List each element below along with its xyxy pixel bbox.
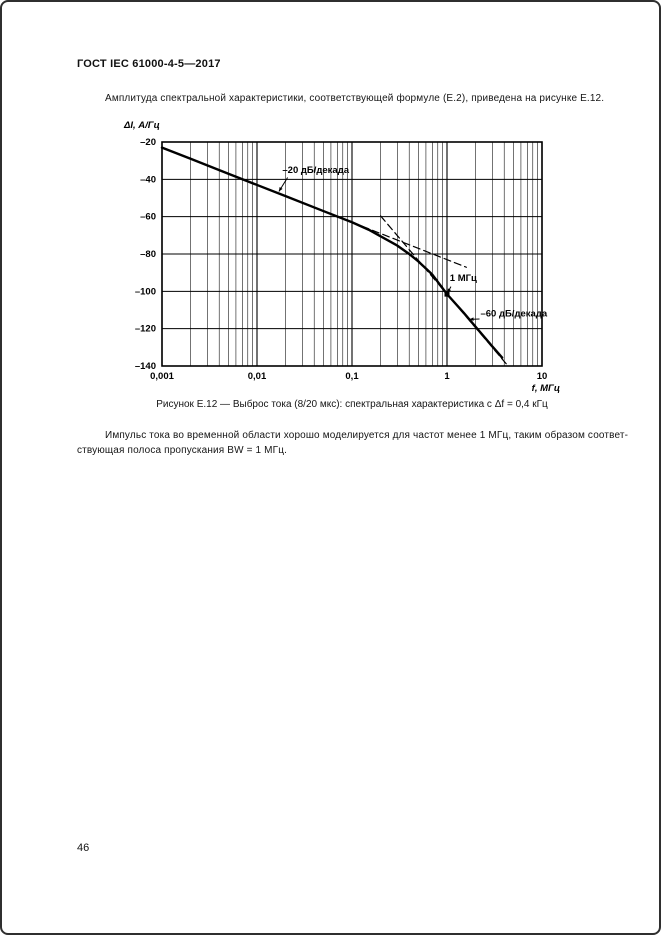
y-tick-label: –120	[134, 323, 156, 335]
chart-annotation: –20 дБ/декада	[282, 164, 350, 176]
chart-axis-labels	[123, 120, 560, 394]
chart-grid	[162, 142, 542, 366]
x-tick-label: 1	[444, 371, 450, 382]
y-tick-label: –60	[140, 211, 156, 223]
y-tick-label: –100	[134, 286, 156, 298]
y-tick-label: –40	[140, 174, 156, 186]
y-axis-title: ΔI, А/Гц	[124, 120, 160, 131]
document-header: ГОСТ IEC 61000-4-5—2017	[77, 58, 221, 70]
y-tick-label: –20	[140, 137, 156, 148]
y-tick-label: –80	[140, 249, 156, 260]
paragraph-note	[77, 429, 628, 458]
page-number: 46	[77, 842, 90, 854]
figure-e12-spectral-chart	[122, 116, 562, 406]
x-tick-label: 10	[536, 371, 548, 382]
chart-annotation: 1 МГц	[449, 273, 477, 285]
x-tick-label: 0,001	[150, 371, 174, 382]
x-axis-title: f, МГц	[531, 383, 560, 394]
paragraph-note-line2: ствующая полоса пропускания BW = 1 МГц.	[77, 444, 288, 456]
chart-marker-1mhz	[445, 292, 450, 297]
chart-annotation: –60 дБ/декада	[480, 308, 548, 320]
paragraph-note-line1: Импульс тока во временной области хорошо моделируется для частот менее 1 МГц, таким образом соответ-	[105, 430, 629, 441]
x-tick-label: 0,01	[247, 371, 267, 382]
y-tick-label: –140	[134, 361, 156, 372]
figure-caption: Рисунок Е.12 — Выброс тока (8/20 мкс): спектральная характеристика с Δf = 0,4 кГц	[156, 399, 548, 410]
x-tick-label: 0,1	[345, 371, 359, 382]
paragraph-intro: Амплитуда спектральной характеристики, соответствующей формуле (Е.2), приведена на рисунке Е.12.	[105, 93, 605, 104]
